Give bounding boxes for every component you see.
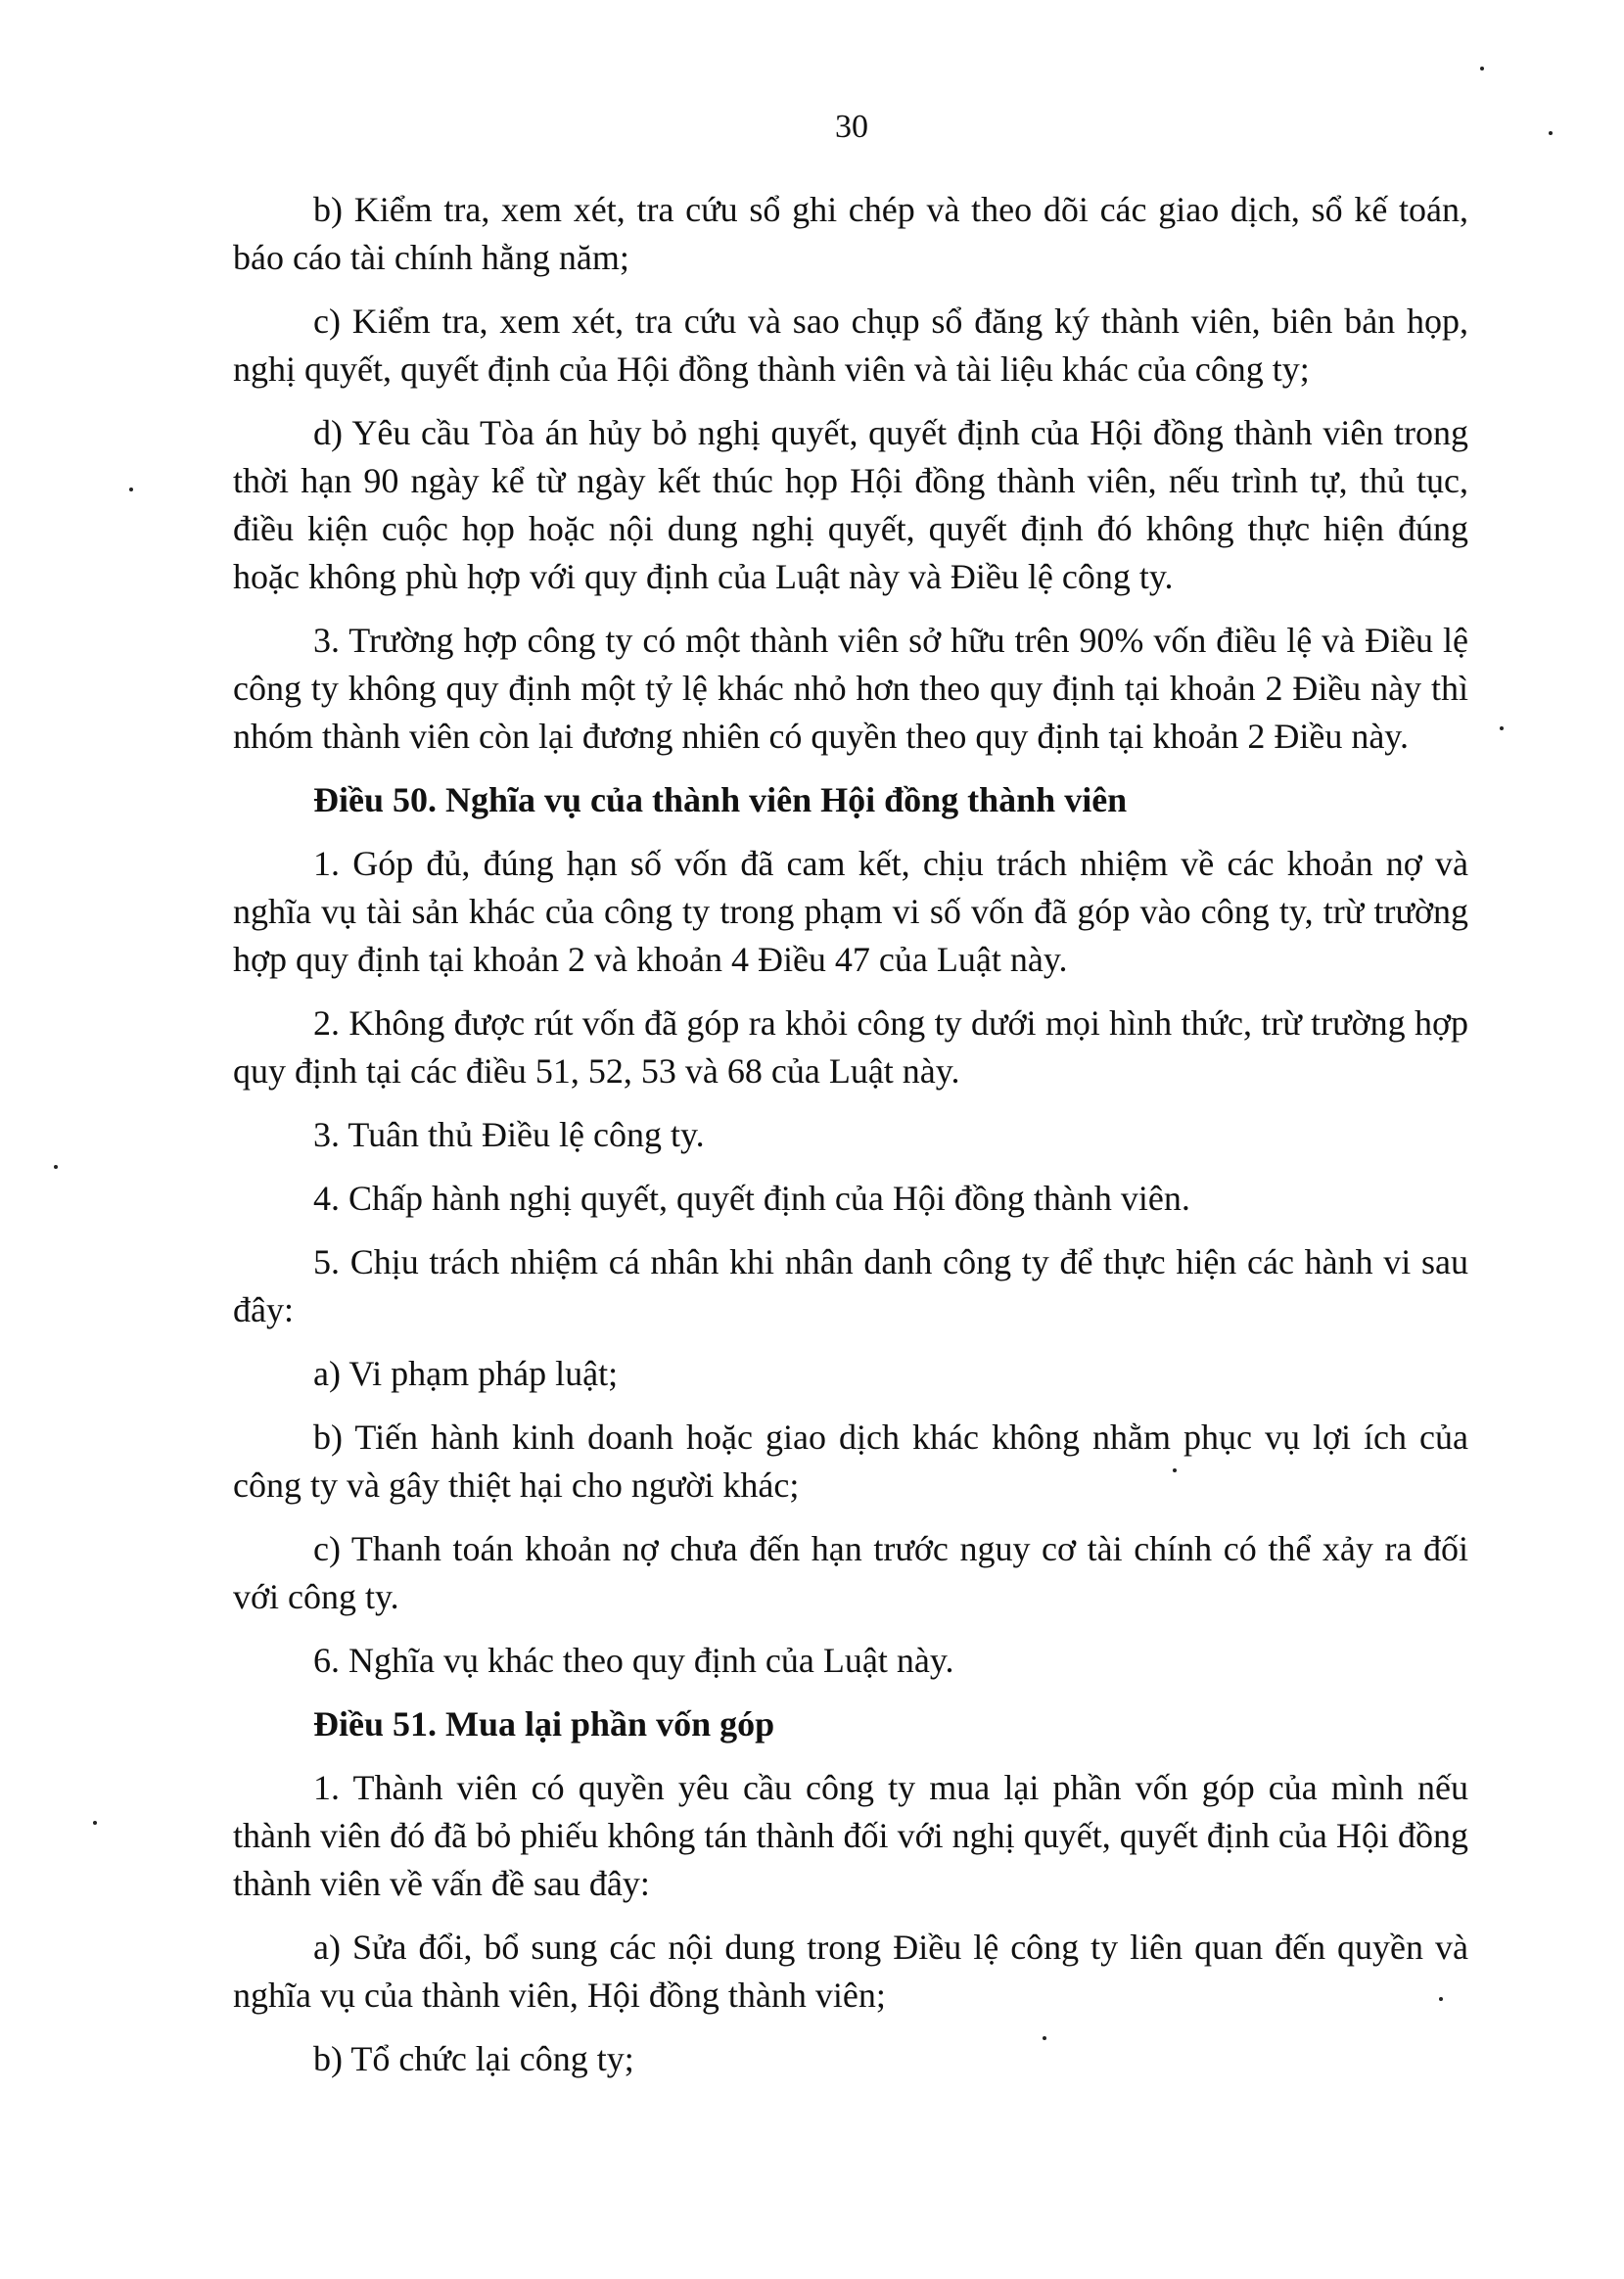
clause-2c: c) Kiểm tra, xem xét, tra cứu và sao chụp sổ đăng ký thành viên, biên bản họp, nghị quyết, quyết định của Hội đồng thành viên và tài liệu khác của công ty;	[233, 302, 1468, 389]
scan-speck	[1549, 131, 1553, 135]
article-50-clause-3: 3. Tuân thủ Điều lệ công ty.	[313, 1115, 705, 1154]
article-51-clause-1b: b) Tổ chức lại công ty;	[313, 2039, 634, 2078]
page-number: 30	[835, 109, 868, 145]
clause-3: 3. Trường hợp công ty có một thành viên sở hữu trên 90% vốn điều lệ và Điều lệ công ty không quy định một tỷ lệ khác nhỏ hơn theo quy định tại khoản 2 Điều này thì nhóm thành viên còn lại đương nhiên có quyền theo quy định tại khoản 2 Điều này.	[233, 621, 1468, 756]
scan-speck	[1439, 1997, 1443, 2001]
article-50-clause-5b: b) Tiến hành kinh doanh hoặc giao dịch khác không nhằm phục vụ lợi ích của công ty và gây thiệt hại cho người khác;	[233, 1418, 1468, 1505]
scan-speck	[129, 488, 133, 491]
article-50-clause-4: 4. Chấp hành nghị quyết, quyết định của Hội đồng thành viên.	[313, 1179, 1190, 1218]
article-50-clause-5c: c) Thanh toán khoản nợ chưa đến hạn trước nguy cơ tài chính có thể xảy ra đối với công ty.	[233, 1529, 1468, 1616]
article-50-clause-1: 1. Góp đủ, đúng hạn số vốn đã cam kết, chịu trách nhiệm về các khoản nợ và nghĩa vụ tài sản khác của công ty trong phạm vi số vốn đã góp vào công ty, trừ trường hợp quy định tại khoản 2 và khoản 4 Điều 47 của Luật này.	[233, 844, 1468, 979]
article-51-heading: Điều 51. Mua lại phần vốn góp	[313, 1704, 775, 1744]
article-50-clause-6: 6. Nghĩa vụ khác theo quy định của Luật này.	[313, 1641, 954, 1680]
clause-2d: d) Yêu cầu Tòa án hủy bỏ nghị quyết, quyết định của Hội đồng thành viên trong thời hạn 90 ngày kể từ ngày kết thúc họp Hội đồng thành viên, nếu trình tự, thủ tục, điều kiện cuộc họp hoặc nội dung nghị quyết, quyết định đó không thực hiện đúng hoặc không phù hợp với quy định của Luật này và Điều lệ công ty.	[233, 413, 1468, 596]
scan-speck	[1480, 67, 1484, 70]
scan-speck	[93, 1821, 97, 1825]
article-50-heading: Điều 50. Nghĩa vụ của thành viên Hội đồng thành viên	[313, 780, 1128, 819]
scan-speck	[54, 1165, 58, 1169]
clause-2b: b) Kiểm tra, xem xét, tra cứu sổ ghi chép và theo dõi các giao dịch, sổ kế toán, báo cáo tài chính hằng năm;	[233, 190, 1468, 277]
article-50-clause-5a: a) Vi phạm pháp luật;	[313, 1354, 619, 1393]
article-50-clause-5: 5. Chịu trách nhiệm cá nhân khi nhân danh công ty để thực hiện các hành vi sau đây:	[233, 1242, 1468, 1329]
scan-speck	[1173, 1468, 1177, 1472]
article-51-clause-1: 1. Thành viên có quyền yêu cầu công ty mua lại phần vốn góp của mình nếu thành viên đó đã bỏ phiếu không tán thành đối với nghị quyết, quyết định của Hội đồng thành viên về vấn đề sau đây:	[233, 1768, 1468, 1903]
article-51-clause-1a: a) Sửa đổi, bổ sung các nội dung trong Điều lệ công ty liên quan đến quyền và nghĩa vụ của thành viên, Hội đồng thành viên;	[233, 1928, 1468, 2015]
scan-speck	[1043, 2036, 1046, 2040]
article-50-clause-2: 2. Không được rút vốn đã góp ra khỏi công ty dưới mọi hình thức, trừ trường hợp quy định tại các điều 51, 52, 53 và 68 của Luật này.	[233, 1003, 1468, 1091]
document-body	[233, 186, 1468, 2099]
scan-speck	[1500, 726, 1504, 730]
